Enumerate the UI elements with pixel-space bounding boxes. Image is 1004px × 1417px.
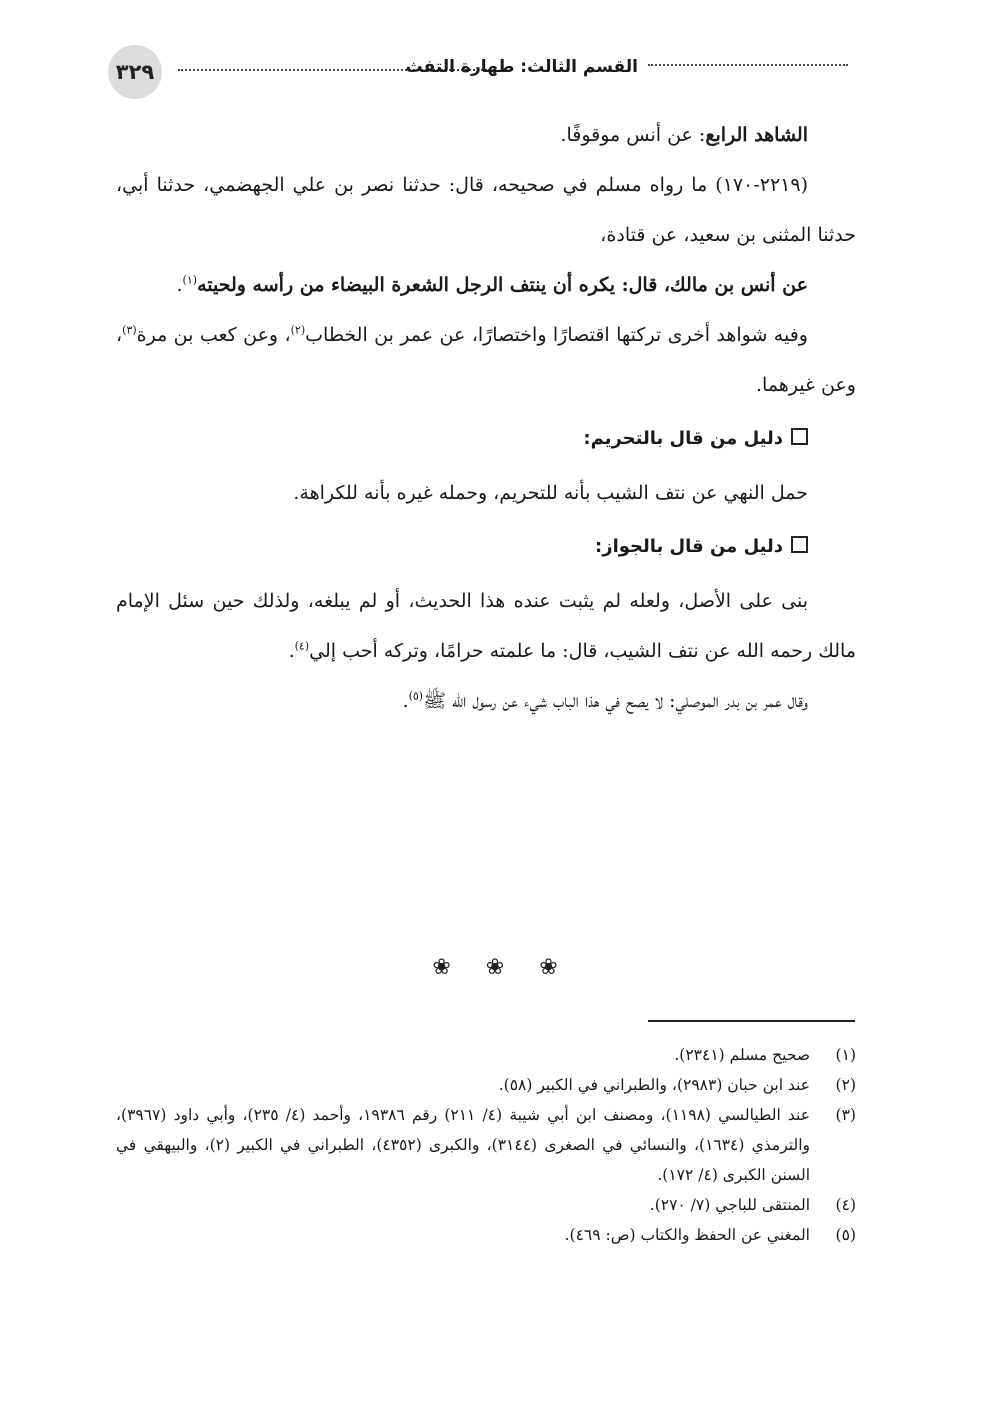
footnote-item xyxy=(116,1190,856,1220)
footnote-number: (٥) xyxy=(835,1226,856,1244)
mawsili-end: . xyxy=(402,690,409,712)
footnote-number: (٢) xyxy=(835,1076,856,1094)
footnote-text: المنتقى للباجي (٧/ ٢٧٠). xyxy=(649,1196,810,1214)
other-witnesses xyxy=(116,310,856,410)
witnesses-a: وفيه شواهد أخرى تركتها اقتصارًا واختصارًا، عن عمر بن الخطاب xyxy=(305,324,808,346)
footnote-text: المغني عن الحفظ والكتاب (ص: ٤٦٩). xyxy=(564,1226,810,1244)
section-separator: ❀ ❀ ❀ xyxy=(432,955,572,980)
checkbox-square-icon xyxy=(791,428,808,445)
footnote-item xyxy=(116,1040,856,1070)
footnote-item xyxy=(116,1220,856,1250)
footnotes xyxy=(116,1040,856,1250)
heading-tahrim xyxy=(116,410,856,468)
running-title-text: القسم الثالث: طهارة التفث xyxy=(405,57,638,77)
mawsili-paragraph xyxy=(116,676,856,726)
tahrim-paragraph: حمل النهي عن نتف الشيب بأنه للتحريم، وحمله غيره بأنه للكراهة. xyxy=(293,482,808,504)
footnote-ref-4[interactable]: (٤) xyxy=(294,639,310,653)
shahid-label: الشاهد الرابع xyxy=(705,124,808,146)
footnote-text: عند الطيالسي (١١٩٨)، ومصنف ابن أبي شيبة (٤/ ٢١١) رقم ١٩٣٨٦، وأحمد (٤/ ٢٣٥)، وأبي داود (٣٩٦٧)، والترمذي (١٦٣٤)، والنسائي في الصغرى (٣١٤٤)، والكبرى (٤٣٥٢)، الطبراني في الكبير (٢)، والبيهقي في السنن الكبرى (٤/ ١٧٢). xyxy=(116,1106,810,1184)
footnote-ref-5[interactable]: (٥) xyxy=(408,689,424,703)
hadith-text xyxy=(116,260,856,310)
heading-tahrim-text: دليل من قال بالتحريم: xyxy=(583,428,783,449)
chain-line-1: (٢٢١٩-١٧٠) ما رواه مسلم في صحيحه، قال: حدثنا نصر بن علي الجهضمي، xyxy=(203,174,808,196)
jawaz-paragraph xyxy=(116,576,856,676)
shahid-rest: : عن أنس موقوفًا. xyxy=(560,124,706,146)
footnote-number: (١) xyxy=(835,1046,856,1064)
mawsili-text: وقال عمر بن بدر الموصلي: لا يصح في هذا الباب شيء عن رسول الله ﷺ xyxy=(423,690,808,712)
witnesses-c: ، وعن غيرهما. xyxy=(116,324,856,396)
header-dots-right xyxy=(648,64,848,66)
footnote-text: عند ابن حبان (٢٩٨٣)، والطبراني في الكبير (٥٨). xyxy=(498,1076,810,1094)
page-number: ٣٢٩ xyxy=(108,45,162,99)
footnote-item xyxy=(116,1100,856,1190)
footnote-text: صحيح مسلم (٢٣٤١). xyxy=(674,1046,810,1064)
hadith-end: . xyxy=(176,274,183,296)
footnote-ref-3[interactable]: (٣) xyxy=(122,323,137,337)
heading-jawaz-text: دليل من قال بالجواز: xyxy=(595,536,783,557)
page-header xyxy=(108,45,848,99)
footnote-ref-2[interactable]: (٢) xyxy=(290,323,306,337)
hadith-matn: عن أنس بن مالك، قال: يكره أن ينتف الرجل الشعرة البيضاء من رأسه ولحيته xyxy=(197,274,808,296)
footnote-ref-1[interactable]: (١) xyxy=(182,273,198,287)
checkbox-square-icon xyxy=(791,536,808,553)
chain-line-2: حدثنا أبي، حدثنا المثنى بن سعيد، عن قتادة، xyxy=(116,174,856,246)
jawaz-text: بنى على الأصل، ولعله لم يثبت عنده هذا الحديث، أو لم يبلغه، ولذلك حين سئل الإمام مالك رحمه الله عن نتف الشيب، قال: ما علمته حرامًا، وتركه أحب إلي xyxy=(116,590,856,662)
jawaz-end: . xyxy=(288,640,295,662)
main-text xyxy=(116,110,856,726)
running-title xyxy=(406,57,848,77)
footnote-divider xyxy=(648,1020,855,1022)
footnote-number: (٣) xyxy=(835,1106,856,1124)
shahid-paragraph xyxy=(116,110,856,160)
heading-jawaz xyxy=(116,518,856,576)
hadith-chain xyxy=(116,160,856,260)
footnote-item xyxy=(116,1070,856,1100)
footnote-number: (٤) xyxy=(835,1196,856,1214)
witnesses-b: ، وعن كعب بن مرة xyxy=(136,324,291,346)
